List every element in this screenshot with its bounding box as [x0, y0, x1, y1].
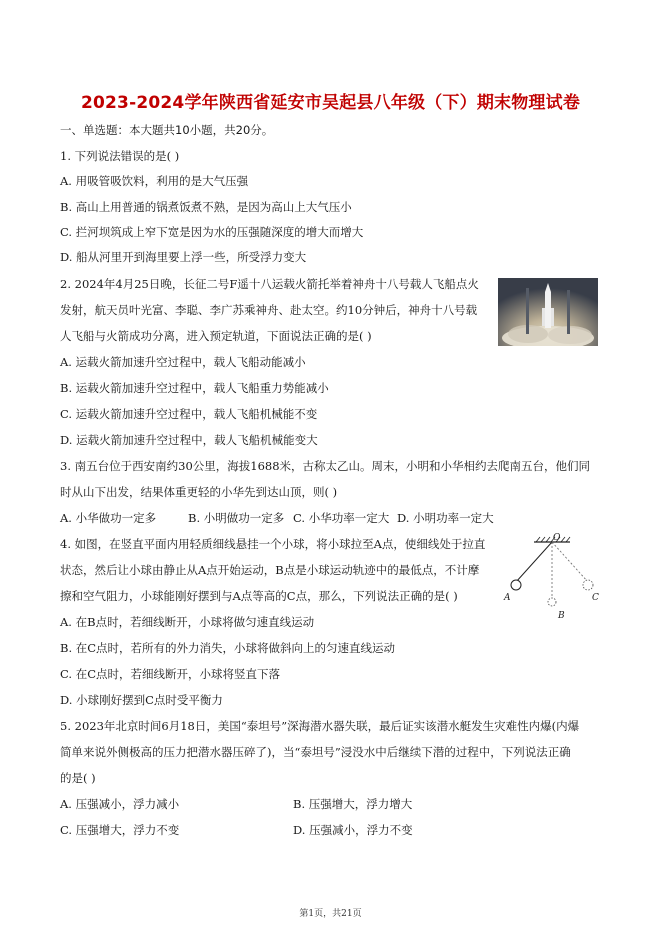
q4-option-d: D. 小球刚好摆到C点时受平衡力 — [60, 693, 223, 707]
q3-stem-line2: 时从山下出发，结果体重更轻的小华先到达山顶，则( ) — [60, 485, 338, 499]
rocket-launch-photo — [498, 278, 598, 346]
q3-option-a: A. 小华做功一定多 — [60, 511, 157, 525]
q1-option-d: D. 船从河里开到海里要上浮一些，所受浮力变大 — [60, 250, 307, 264]
q1-stem: 1. 下列说法错误的是( ) — [60, 149, 180, 163]
q5-stem-line2: 简单来说外侧极高的压力把潜水器压碎了)，当“泰坦号”浸没水中后继续下潜的过程中，下列说法正确 — [60, 745, 571, 759]
q4-stem-line3: 擦和空气阻力，小球能刚好摆到与A点等高的C点，那么，下列说法正确的是( ) — [60, 589, 458, 603]
page-title: 2023-2024学年陕西省延安市吴起县八年级（下）期末物理试卷 — [80, 93, 581, 113]
label-c: C — [592, 593, 599, 603]
q3-option-d: D. 小明功率一定大 — [397, 511, 494, 525]
q3-option-b: B. 小明做功一定多 — [188, 511, 285, 525]
q1-option-c: C. 拦河坝筑成上窄下宽是因为水的压强随深度的增大而增大 — [60, 225, 364, 239]
section-heading: 一、单选题：本大题共10小题，共20分。 — [60, 123, 274, 137]
q5-option-b: B. 压强增大，浮力增大 — [293, 797, 413, 811]
q2-stem-line2: 发射，航天员叶光富、李聪、李广苏乘神舟、赴太空。约10分钟后，神舟十八号载 — [60, 303, 478, 317]
q2-stem-line1: 2. 2024年4月25日晚，长征二号F遥十八运载火箭托举着神舟十八号载人飞船点火 — [60, 277, 479, 291]
q3-stem-line1: 3. 南五台位于西安南约30公里，海拔1688米，古称太乙山。周末，小明和小华相约去爬南五台，他们同 — [60, 459, 591, 473]
q3-option-c: C. 小华功率一定大 — [293, 511, 390, 525]
q5-stem-line1: 5. 2023年北京时间6月18日，美国“泰坦号”深海潜水器失联，最后证实该潜水艇发生灾难性内爆(内爆 — [60, 719, 580, 733]
page-footer: 第1页，共21页 — [299, 909, 362, 919]
q5-option-a: A. 压强减小，浮力减小 — [60, 797, 180, 811]
q2-option-d: D. 运载火箭加速升空过程中，载人飞船机械能变大 — [60, 433, 318, 447]
q1-option-b: B. 高山上用普通的锅煮饭煮不熟，是因为高山上大气压小 — [60, 200, 352, 214]
q2-stem-line3: 人飞船与火箭成功分离，进入预定轨道，下面说法正确的是( ) — [60, 329, 372, 343]
q4-stem-line1: 4. 如图，在竖直平面内用轻质细线悬挂一个小球，将小球拉至A点，使细线处于拉直 — [60, 537, 486, 551]
q4-stem-line2: 状态，然后让小球由静止从A点开始运动，B点是小球运动轨迹中的最低点，不计摩 — [60, 563, 480, 577]
q4-option-a: A. 在B点时，若细线断开，小球将做匀速直线运动 — [60, 615, 315, 629]
q4-option-c: C. 在C点时，若细线断开，小球将竖直下落 — [60, 667, 280, 681]
q5-option-c: C. 压强增大，浮力不变 — [60, 823, 180, 837]
q2-option-c: C. 运载火箭加速升空过程中，载人飞船机械能不变 — [60, 407, 318, 421]
pendulum-diagram — [496, 532, 608, 624]
q2-option-b: B. 运载火箭加速升空过程中，载人飞船重力势能减小 — [60, 381, 329, 395]
label-b: B — [558, 611, 565, 621]
label-o: O — [553, 533, 561, 543]
q5-option-d: D. 压强减小，浮力不变 — [293, 823, 413, 837]
q4-option-b: B. 在C点时，若所有的外力消失，小球将做斜向上的匀速直线运动 — [60, 641, 396, 655]
label-a: A — [504, 593, 511, 603]
q2-option-a: A. 运载火箭加速升空过程中，载人飞船动能减小 — [60, 355, 306, 369]
q5-stem-line3: 的是( ) — [60, 771, 96, 785]
q1-option-a: A. 用吸管吸饮料，利用的是大气压强 — [60, 174, 249, 188]
